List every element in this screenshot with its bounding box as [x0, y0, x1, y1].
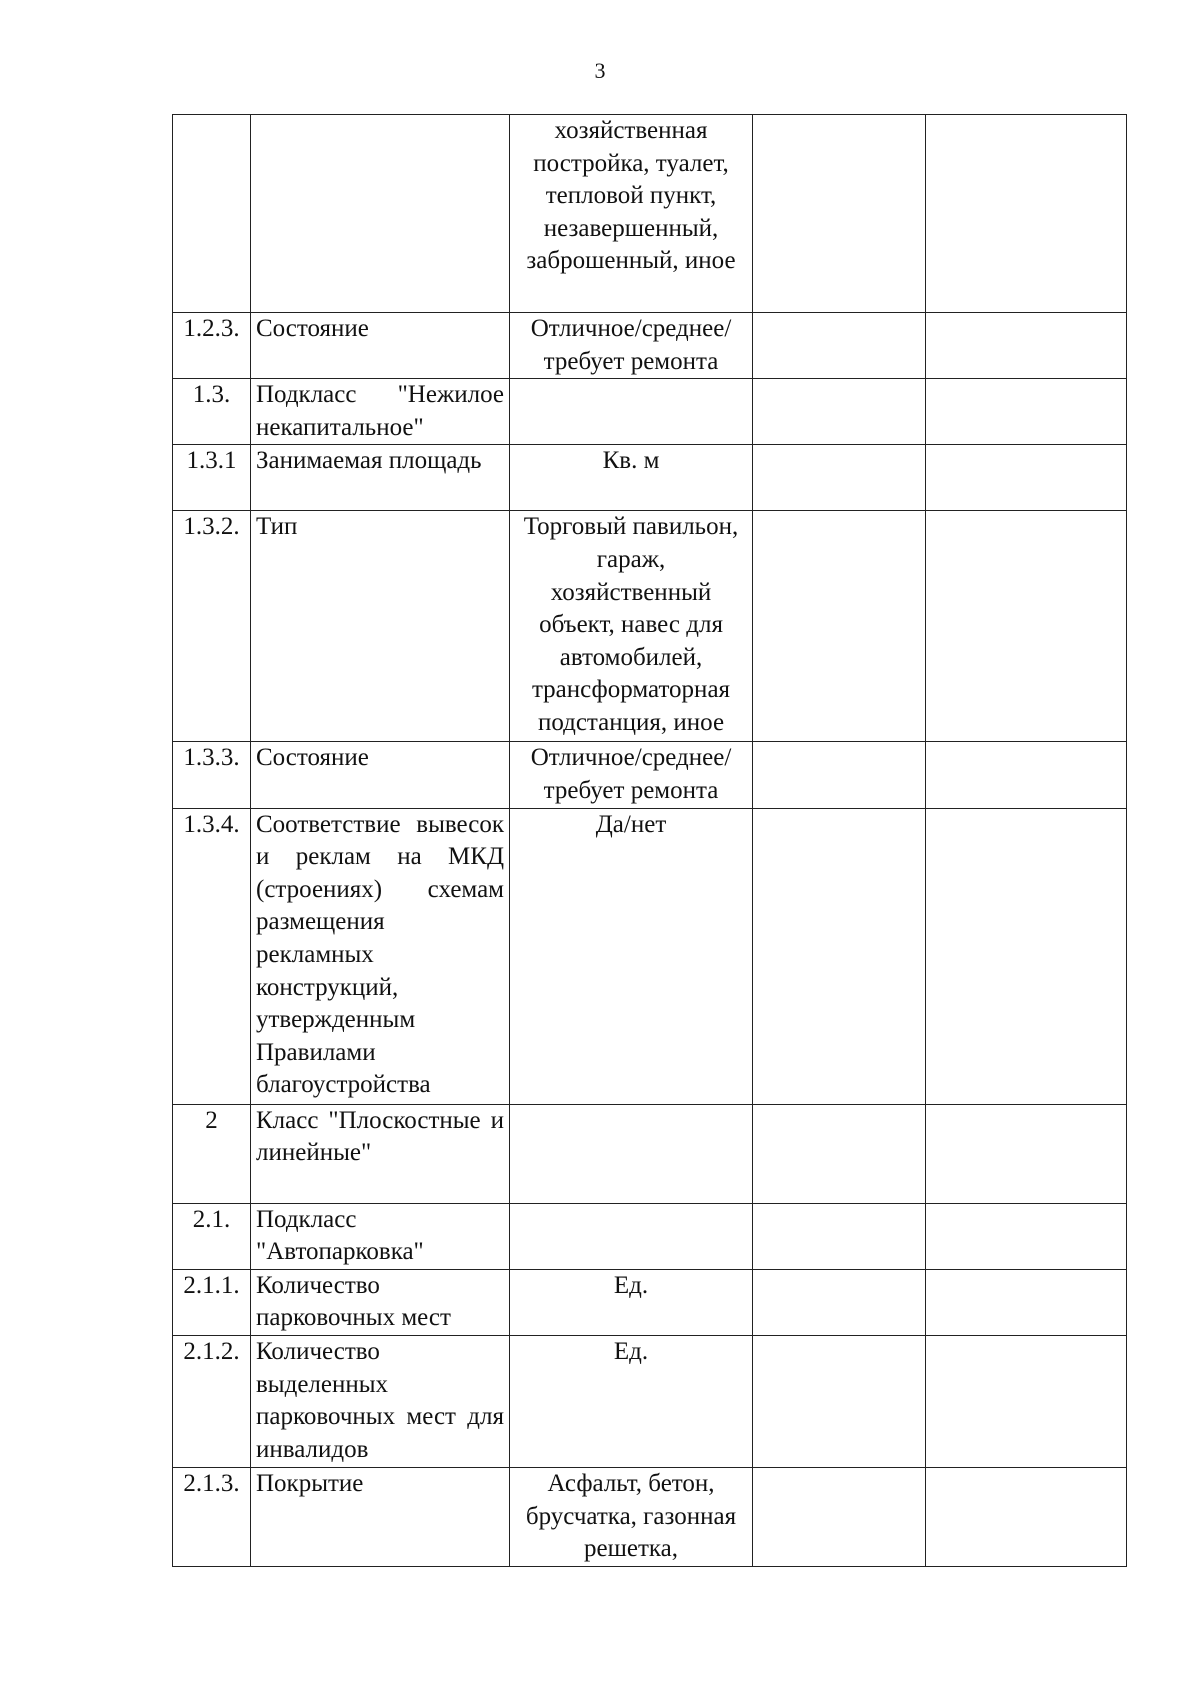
- row-unit: Отличное/среднее/ требует ремонта: [510, 742, 753, 808]
- indicators-table: [172, 114, 1127, 1567]
- table-row: [173, 313, 1127, 379]
- row-value-1: [753, 1104, 926, 1203]
- row-number: 2: [173, 1104, 251, 1203]
- table-row: [173, 808, 1127, 1104]
- row-value-1: [753, 742, 926, 808]
- row-number: 2.1.3.: [173, 1467, 251, 1566]
- row-unit: хозяйственная постройка, туалет, тепловой пункт, незавершенный, заброшенный, иное: [510, 115, 753, 313]
- row-name: [251, 115, 510, 313]
- row-value-2: [926, 379, 1127, 445]
- row-name: Подкласс "Нежилое некапитальное": [251, 379, 510, 445]
- table-row: [173, 1203, 1127, 1269]
- table-row: [173, 445, 1127, 511]
- row-name: Тип: [251, 511, 510, 742]
- row-unit: Ед.: [510, 1269, 753, 1335]
- row-number: 2.1.1.: [173, 1269, 251, 1335]
- row-unit: Отличное/среднее/ требует ремонта: [510, 313, 753, 379]
- row-value-1: [753, 511, 926, 742]
- row-number: 1.3.1: [173, 445, 251, 511]
- row-value-2: [926, 115, 1127, 313]
- row-number: 1.3.2.: [173, 511, 251, 742]
- row-value-1: [753, 115, 926, 313]
- row-unit: Торговый павильон, гараж, хозяйственный объект, навес для автомобилей, трансформаторная подстанция, иное: [510, 511, 753, 742]
- row-number: 1.3.: [173, 379, 251, 445]
- row-name: Занимаемая площадь: [251, 445, 510, 511]
- row-name: Количество парковочных мест: [251, 1269, 510, 1335]
- row-unit: Ед.: [510, 1335, 753, 1467]
- row-number: 1.3.4.: [173, 808, 251, 1104]
- row-value-1: [753, 1467, 926, 1566]
- row-value-1: [753, 445, 926, 511]
- row-unit: Асфальт, бетон, брусчатка, газонная решетка,: [510, 1467, 753, 1566]
- table-row: [173, 379, 1127, 445]
- row-unit: [510, 1203, 753, 1269]
- row-name: Подкласс "Автопарковка": [251, 1203, 510, 1269]
- row-value-2: [926, 1269, 1127, 1335]
- row-number: 1.2.3.: [173, 313, 251, 379]
- row-value-1: [753, 1335, 926, 1467]
- row-value-1: [753, 1269, 926, 1335]
- table-row: [173, 742, 1127, 808]
- row-value-2: [926, 511, 1127, 742]
- row-value-1: [753, 379, 926, 445]
- row-value-2: [926, 742, 1127, 808]
- row-unit: Да/нет: [510, 808, 753, 1104]
- row-unit: Кв. м: [510, 445, 753, 511]
- row-value-2: [926, 808, 1127, 1104]
- row-value-2: [926, 1335, 1127, 1467]
- row-value-2: [926, 1467, 1127, 1566]
- row-value-2: [926, 313, 1127, 379]
- row-name: Состояние: [251, 313, 510, 379]
- row-value-1: [753, 808, 926, 1104]
- row-name: Покрытие: [251, 1467, 510, 1566]
- row-number: 2.1.2.: [173, 1335, 251, 1467]
- row-value-1: [753, 313, 926, 379]
- row-name: Состояние: [251, 742, 510, 808]
- row-value-2: [926, 445, 1127, 511]
- table-row: [173, 115, 1127, 313]
- row-unit: [510, 379, 753, 445]
- row-value-2: [926, 1104, 1127, 1203]
- table-row: [173, 1335, 1127, 1467]
- row-number: 1.3.3.: [173, 742, 251, 808]
- table-row: [173, 511, 1127, 742]
- page-number: 3: [594, 58, 606, 83]
- table-row: [173, 1104, 1127, 1203]
- row-number: 2.1.: [173, 1203, 251, 1269]
- row-number: [173, 115, 251, 313]
- row-unit: [510, 1104, 753, 1203]
- table-row: [173, 1467, 1127, 1566]
- row-name: Класс "Плоскостные и линейные": [251, 1104, 510, 1203]
- row-name: Количество выделенных парковочных мест для инвалидов: [251, 1335, 510, 1467]
- row-value-2: [926, 1203, 1127, 1269]
- row-name: Соответствие вывесок и реклам на МКД (строениях) схемам размещения рекламных конструкций, утвержденным Правилами благоустройства: [251, 808, 510, 1104]
- row-value-1: [753, 1203, 926, 1269]
- table-row: [173, 1269, 1127, 1335]
